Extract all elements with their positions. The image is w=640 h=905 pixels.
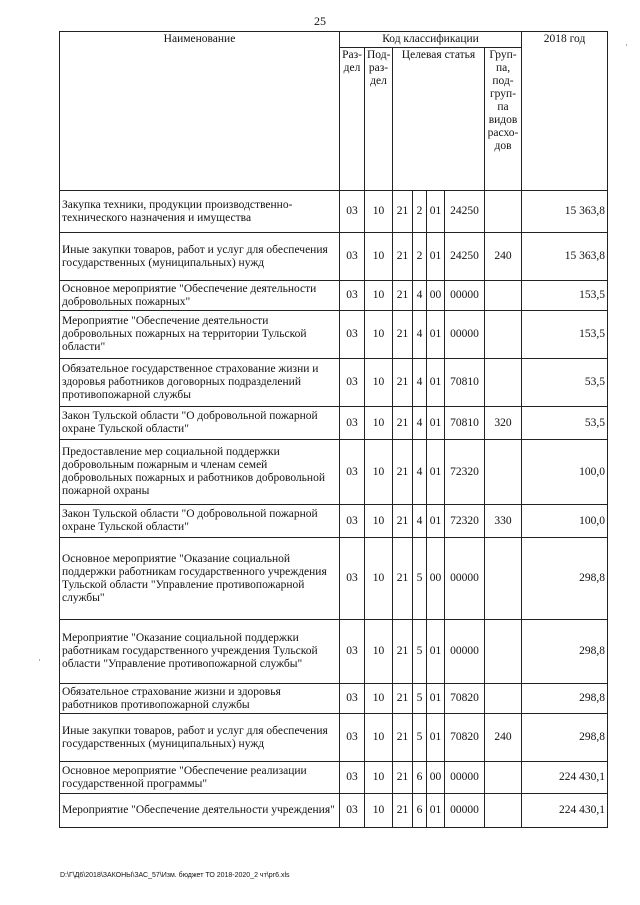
- row-subsection: 10: [365, 233, 393, 281]
- row-section: 03: [340, 359, 365, 407]
- table-row: [60, 684, 608, 714]
- table-row: [60, 440, 608, 505]
- row-target-1: 21: [393, 714, 413, 762]
- row-target-2: 5: [413, 684, 427, 714]
- row-target-4: 24250: [445, 191, 485, 233]
- row-target-4: 00000: [445, 620, 485, 684]
- row-target-4: 00000: [445, 281, 485, 311]
- file-path-footer: D:\Г\Д6\2018\ЗАКОНЫ\ЗАС_57\Изм. бюджет ТО 2018-2020_2 чт\рг6.xls: [60, 872, 290, 879]
- row-target-1: 21: [393, 505, 413, 538]
- row-target-2: 4: [413, 359, 427, 407]
- row-target-4: 00000: [445, 311, 485, 359]
- row-section: 03: [340, 505, 365, 538]
- row-target-2: 2: [413, 233, 427, 281]
- table-row: [60, 233, 608, 281]
- header-target-item: Целевая статья: [393, 48, 485, 191]
- row-amount: 100,0: [522, 440, 608, 505]
- row-name: Обязательное государственное страхование жизни и здоровья работников договорных подразделений противопожарной службы: [60, 359, 340, 407]
- row-expense-group: [485, 794, 522, 828]
- row-section: 03: [340, 684, 365, 714]
- row-target-4: 70820: [445, 714, 485, 762]
- row-target-2: 4: [413, 407, 427, 440]
- row-amount: 53,5: [522, 407, 608, 440]
- header-name: Наименование: [60, 32, 340, 191]
- row-subsection: 10: [365, 505, 393, 538]
- row-name: Основное мероприятие "Обеспечение деятельности добровольных пожарных": [60, 281, 340, 311]
- header-year: 2018 год: [522, 32, 608, 191]
- row-subsection: 10: [365, 281, 393, 311]
- row-target-1: 21: [393, 762, 413, 794]
- table-row: [60, 281, 608, 311]
- row-target-3: 00: [427, 762, 445, 794]
- row-expense-group: [485, 191, 522, 233]
- row-expense-group: [485, 440, 522, 505]
- row-amount: 15 363,8: [522, 233, 608, 281]
- row-amount: 15 363,8: [522, 191, 608, 233]
- row-expense-group: 240: [485, 233, 522, 281]
- row-expense-group: 330: [485, 505, 522, 538]
- page-number: 25: [314, 14, 326, 28]
- header-expense-group: Груп- па, под- груп- па видов расхо- дов: [485, 48, 522, 191]
- row-section: 03: [340, 311, 365, 359]
- row-expense-group: [485, 620, 522, 684]
- row-subsection: 10: [365, 794, 393, 828]
- row-target-4: 70820: [445, 684, 485, 714]
- row-target-2: 4: [413, 311, 427, 359]
- row-target-3: 01: [427, 359, 445, 407]
- row-name: Мероприятие "Оказание социальной поддержки работникам государственного учреждения Тульской области "Управление противопожарной службы": [60, 620, 340, 684]
- table-row: [60, 620, 608, 684]
- row-expense-group: [485, 538, 522, 620]
- row-target-1: 21: [393, 407, 413, 440]
- row-amount: 298,8: [522, 684, 608, 714]
- row-name: Мероприятие "Обеспечение деятельности добровольных пожарных на территории Тульской области": [60, 311, 340, 359]
- header-subsection: Под- раз- дел: [365, 48, 393, 191]
- budget-table: [59, 31, 608, 828]
- row-amount: 100,0: [522, 505, 608, 538]
- row-target-4: 00000: [445, 538, 485, 620]
- row-target-2: 5: [413, 538, 427, 620]
- row-target-1: 21: [393, 359, 413, 407]
- row-target-1: 21: [393, 684, 413, 714]
- row-section: 03: [340, 794, 365, 828]
- row-target-2: 6: [413, 794, 427, 828]
- row-section: 03: [340, 191, 365, 233]
- row-target-1: 21: [393, 538, 413, 620]
- row-section: 03: [340, 440, 365, 505]
- row-target-3: 00: [427, 538, 445, 620]
- row-name: Иные закупки товаров, работ и услуг для обеспечения государственных (муниципальных) нужд: [60, 714, 340, 762]
- row-section: 03: [340, 620, 365, 684]
- row-name: Мероприятие "Обеспечение деятельности учреждения": [60, 794, 340, 828]
- row-target-3: 01: [427, 191, 445, 233]
- row-subsection: 10: [365, 714, 393, 762]
- row-target-4: 70810: [445, 359, 485, 407]
- row-subsection: 10: [365, 440, 393, 505]
- row-section: 03: [340, 714, 365, 762]
- row-name: Иные закупки товаров, работ и услуг для обеспечения государственных (муниципальных) нужд: [60, 233, 340, 281]
- row-amount: 153,5: [522, 281, 608, 311]
- table-row: [60, 714, 608, 762]
- table-row: [60, 311, 608, 359]
- row-subsection: 10: [365, 538, 393, 620]
- row-target-3: 01: [427, 684, 445, 714]
- row-expense-group: [485, 762, 522, 794]
- row-subsection: 10: [365, 762, 393, 794]
- row-target-4: 00000: [445, 762, 485, 794]
- table-row: [60, 505, 608, 538]
- row-target-2: 4: [413, 505, 427, 538]
- row-subsection: 10: [365, 311, 393, 359]
- row-subsection: 10: [365, 359, 393, 407]
- row-target-1: 21: [393, 311, 413, 359]
- row-target-4: 00000: [445, 794, 485, 828]
- row-amount: 298,8: [522, 538, 608, 620]
- row-subsection: 10: [365, 191, 393, 233]
- row-target-1: 21: [393, 281, 413, 311]
- row-amount: 298,8: [522, 714, 608, 762]
- row-target-4: 70810: [445, 407, 485, 440]
- table-row: [60, 538, 608, 620]
- table-row: [60, 794, 608, 828]
- row-target-2: 6: [413, 762, 427, 794]
- row-target-3: 01: [427, 620, 445, 684]
- row-expense-group: [485, 311, 522, 359]
- margin-mark: ·: [625, 40, 628, 50]
- row-target-2: 4: [413, 281, 427, 311]
- row-section: 03: [340, 762, 365, 794]
- row-target-1: 21: [393, 440, 413, 505]
- table-row: [60, 407, 608, 440]
- table-row: [60, 359, 608, 407]
- row-section: 03: [340, 407, 365, 440]
- row-name: Закупка техники, продукции производственно-технического назначения и имущества: [60, 191, 340, 233]
- row-expense-group: [485, 684, 522, 714]
- row-target-2: 4: [413, 440, 427, 505]
- row-target-3: 00: [427, 281, 445, 311]
- row-target-1: 21: [393, 794, 413, 828]
- row-target-3: 01: [427, 311, 445, 359]
- header-classification-code: Код классификации: [340, 32, 522, 48]
- row-target-3: 01: [427, 505, 445, 538]
- row-name: Обязательное страхование жизни и здоровья работников противопожарной службы: [60, 684, 340, 714]
- row-subsection: 10: [365, 407, 393, 440]
- row-expense-group: 240: [485, 714, 522, 762]
- row-name: Предоставление мер социальной поддержки добровольным пожарным и членам семей добровольных пожарных и работников добровольной пожарной охраны: [60, 440, 340, 505]
- row-target-3: 01: [427, 440, 445, 505]
- row-target-2: 5: [413, 620, 427, 684]
- row-subsection: 10: [365, 620, 393, 684]
- row-amount: 53,5: [522, 359, 608, 407]
- row-target-3: 01: [427, 794, 445, 828]
- row-target-4: 72320: [445, 505, 485, 538]
- row-name: Основное мероприятие "Обеспечение реализации государственной программы": [60, 762, 340, 794]
- row-amount: 224 430,1: [522, 762, 608, 794]
- row-target-3: 01: [427, 407, 445, 440]
- header-section: Раз- дел: [340, 48, 365, 191]
- row-amount: 298,8: [522, 620, 608, 684]
- row-name: Основное мероприятие "Оказание социальной поддержки работникам государственного учреждения Тульской области "Управление противопожарной службы": [60, 538, 340, 620]
- table-row: [60, 191, 608, 233]
- row-subsection: 10: [365, 684, 393, 714]
- row-target-1: 21: [393, 191, 413, 233]
- row-target-4: 72320: [445, 440, 485, 505]
- row-target-2: 5: [413, 714, 427, 762]
- row-amount: 153,5: [522, 311, 608, 359]
- row-expense-group: [485, 359, 522, 407]
- row-section: 03: [340, 233, 365, 281]
- row-amount: 224 430,1: [522, 794, 608, 828]
- row-target-3: 01: [427, 714, 445, 762]
- row-name: Закон Тульской области "О добровольной пожарной охране Тульской области": [60, 505, 340, 538]
- table-body: [60, 191, 608, 828]
- row-target-3: 01: [427, 233, 445, 281]
- table-row: [60, 762, 608, 794]
- row-target-1: 21: [393, 620, 413, 684]
- row-target-4: 24250: [445, 233, 485, 281]
- row-target-2: 2: [413, 191, 427, 233]
- row-expense-group: 320: [485, 407, 522, 440]
- row-target-1: 21: [393, 233, 413, 281]
- margin-mark: ·: [38, 655, 41, 665]
- row-section: 03: [340, 281, 365, 311]
- row-name: Закон Тульской области "О добровольной пожарной охране Тульской области": [60, 407, 340, 440]
- row-expense-group: [485, 281, 522, 311]
- row-section: 03: [340, 538, 365, 620]
